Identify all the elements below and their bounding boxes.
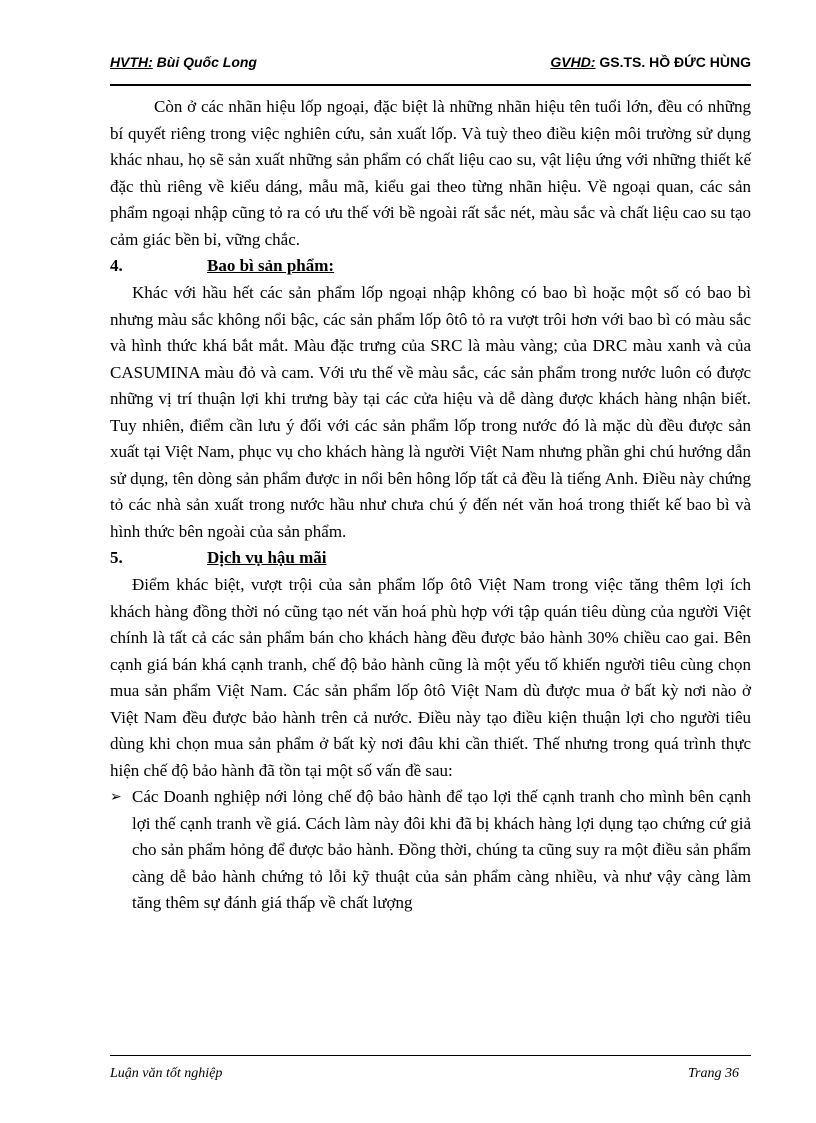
advisor-name: GS.TS. HỒ ĐỨC HÙNG (595, 54, 751, 70)
advisor-info (550, 54, 751, 70)
page-header (110, 50, 751, 86)
student-info (110, 54, 257, 70)
student-name: Bùi Quốc Long (152, 54, 257, 70)
section-5-title: Dịch vụ hậu mãi (207, 548, 327, 567)
advisor-label: GVHD: (550, 54, 596, 70)
page-number: Trang 36 (688, 1066, 739, 1081)
page-footer (110, 1055, 751, 1086)
bullet-text: Các Doanh nghiệp nới lỏng chế độ bảo hành để tạo lợi thế cạnh tranh cho mình bên cạnh lợi thế cạnh tranh về giá. Cách làm này đôi khi đã bị khách hàng lợi dụng tạo chứng cứ giả cho sản phẩm hỏng để được bảo hành. Đồng thời, chúng ta cũng suy ra một điều sản phẩm càng dễ bảo hành chứng tỏ lỗi kỹ thuật của sản phẩm càng nhiều, và như vậy càng làm tăng thêm sự đánh giá thấp về chất lượng (132, 787, 751, 912)
section-4-paragraph: Khác với hầu hết các sản phẩm lốp ngoại nhập không có bao bì hoặc một số có bao bì nhưng màu sắc không nổi bậc, các sản phẩm lốp ôtô tỏ ra vượt trôi hơn với bao bì có màu sắc và hình thức khá bắt mắt. Màu đặc trưng của SRC là màu vàng; của DRC màu xanh và của CASUMINA màu đỏ và cam. Với ưu thế về màu sắc, các sản phẩm trong nước luôn có được những vị trí thuận lợi khi trưng bày tại các cửa hiệu và dễ dàng được khách hàng nhận biết. Tuy nhiên, điểm cần lưu ý đối với các sản phẩm lốp trong nước đó là mặc dù đều được sản xuất tại Việt Nam, phục vụ cho khách hàng là người Việt Nam nhưng phần ghi chú hướng dẫn sử dụng, tên dòng sản phẩm được in nổi bên hông lốp tất cả đều là tiếng Anh. Điều này chứng tỏ các nhà sản xuất trong nước hầu như chưa chú ý đến nét văn hoá trong thiết kế bao bì và hình thức bên ngoài của sản phẩm. (110, 283, 751, 541)
page-body (110, 94, 751, 917)
section-4-number: 4. (110, 256, 123, 275)
section-5-heading (110, 545, 751, 572)
section-4-title: Bao bì sản phẩm: (207, 256, 335, 275)
bullet-item (110, 784, 751, 917)
section-5-paragraph: Điểm khác biệt, vượt trội của sản phẩm lốp ôtô Việt Nam trong việc tăng thêm lợi ích khách hàng đồng thời nó cũng tạo nét văn hoá phù hợp với tập quán tiêu dùng của người Việt chính là tất cả các sản phẩm bán cho khách hàng đều được bảo hành 30% chiều cao gai. Bên cạnh giá bán khá cạnh tranh, chế độ bảo hành cũng là một yếu tố khiến người tiêu cùng chọn mua sản phẩm Việt Nam. Các sản phẩm lốp ôtô Việt Nam dù được mua ở bất kỳ nơi nào ở Việt Nam đều được bảo hành trên cả nước. Điều này tạo điều kiện thuận lợi cho người tiêu dùng khi chọn mua sản phẩm ở bất kỳ nơi đâu khi cần thiết. Thế nhưng trong quá trình thực hiện chế độ bảo hành đã tồn tại một số vấn đề sau: (110, 575, 751, 780)
section-4-heading (110, 253, 751, 280)
section-5-number: 5. (110, 548, 123, 567)
footer-title: Luận văn tốt nghiệp (110, 1066, 223, 1081)
student-label: HVTH: (110, 54, 153, 70)
arrow-bullet-icon: ➢ (110, 789, 122, 805)
intro-paragraph: Còn ở các nhãn hiệu lốp ngoại, đặc biệt là những nhãn hiệu tên tuổi lớn, đều có những bí quyết riêng trong việc nghiên cứu, sản xuất lốp. Và tuỳ theo điều kiện môi trường sử dụng khác nhau, họ sẽ sản xuất những sản phẩm có chất liệu cao su, vật liệu ứng với những thiết kế đặc thù riêng về kiểu dáng, mẫu mã, kiểu gai theo từng nhãn hiệu. Về ngoại quan, các sản phẩm ngoại nhập cũng tỏ ra có ưu thế với bề ngoài rất sắc nét, màu sắc và chất liệu cao su tạo cảm giác bền bỉ, vững chắc. (110, 97, 751, 249)
